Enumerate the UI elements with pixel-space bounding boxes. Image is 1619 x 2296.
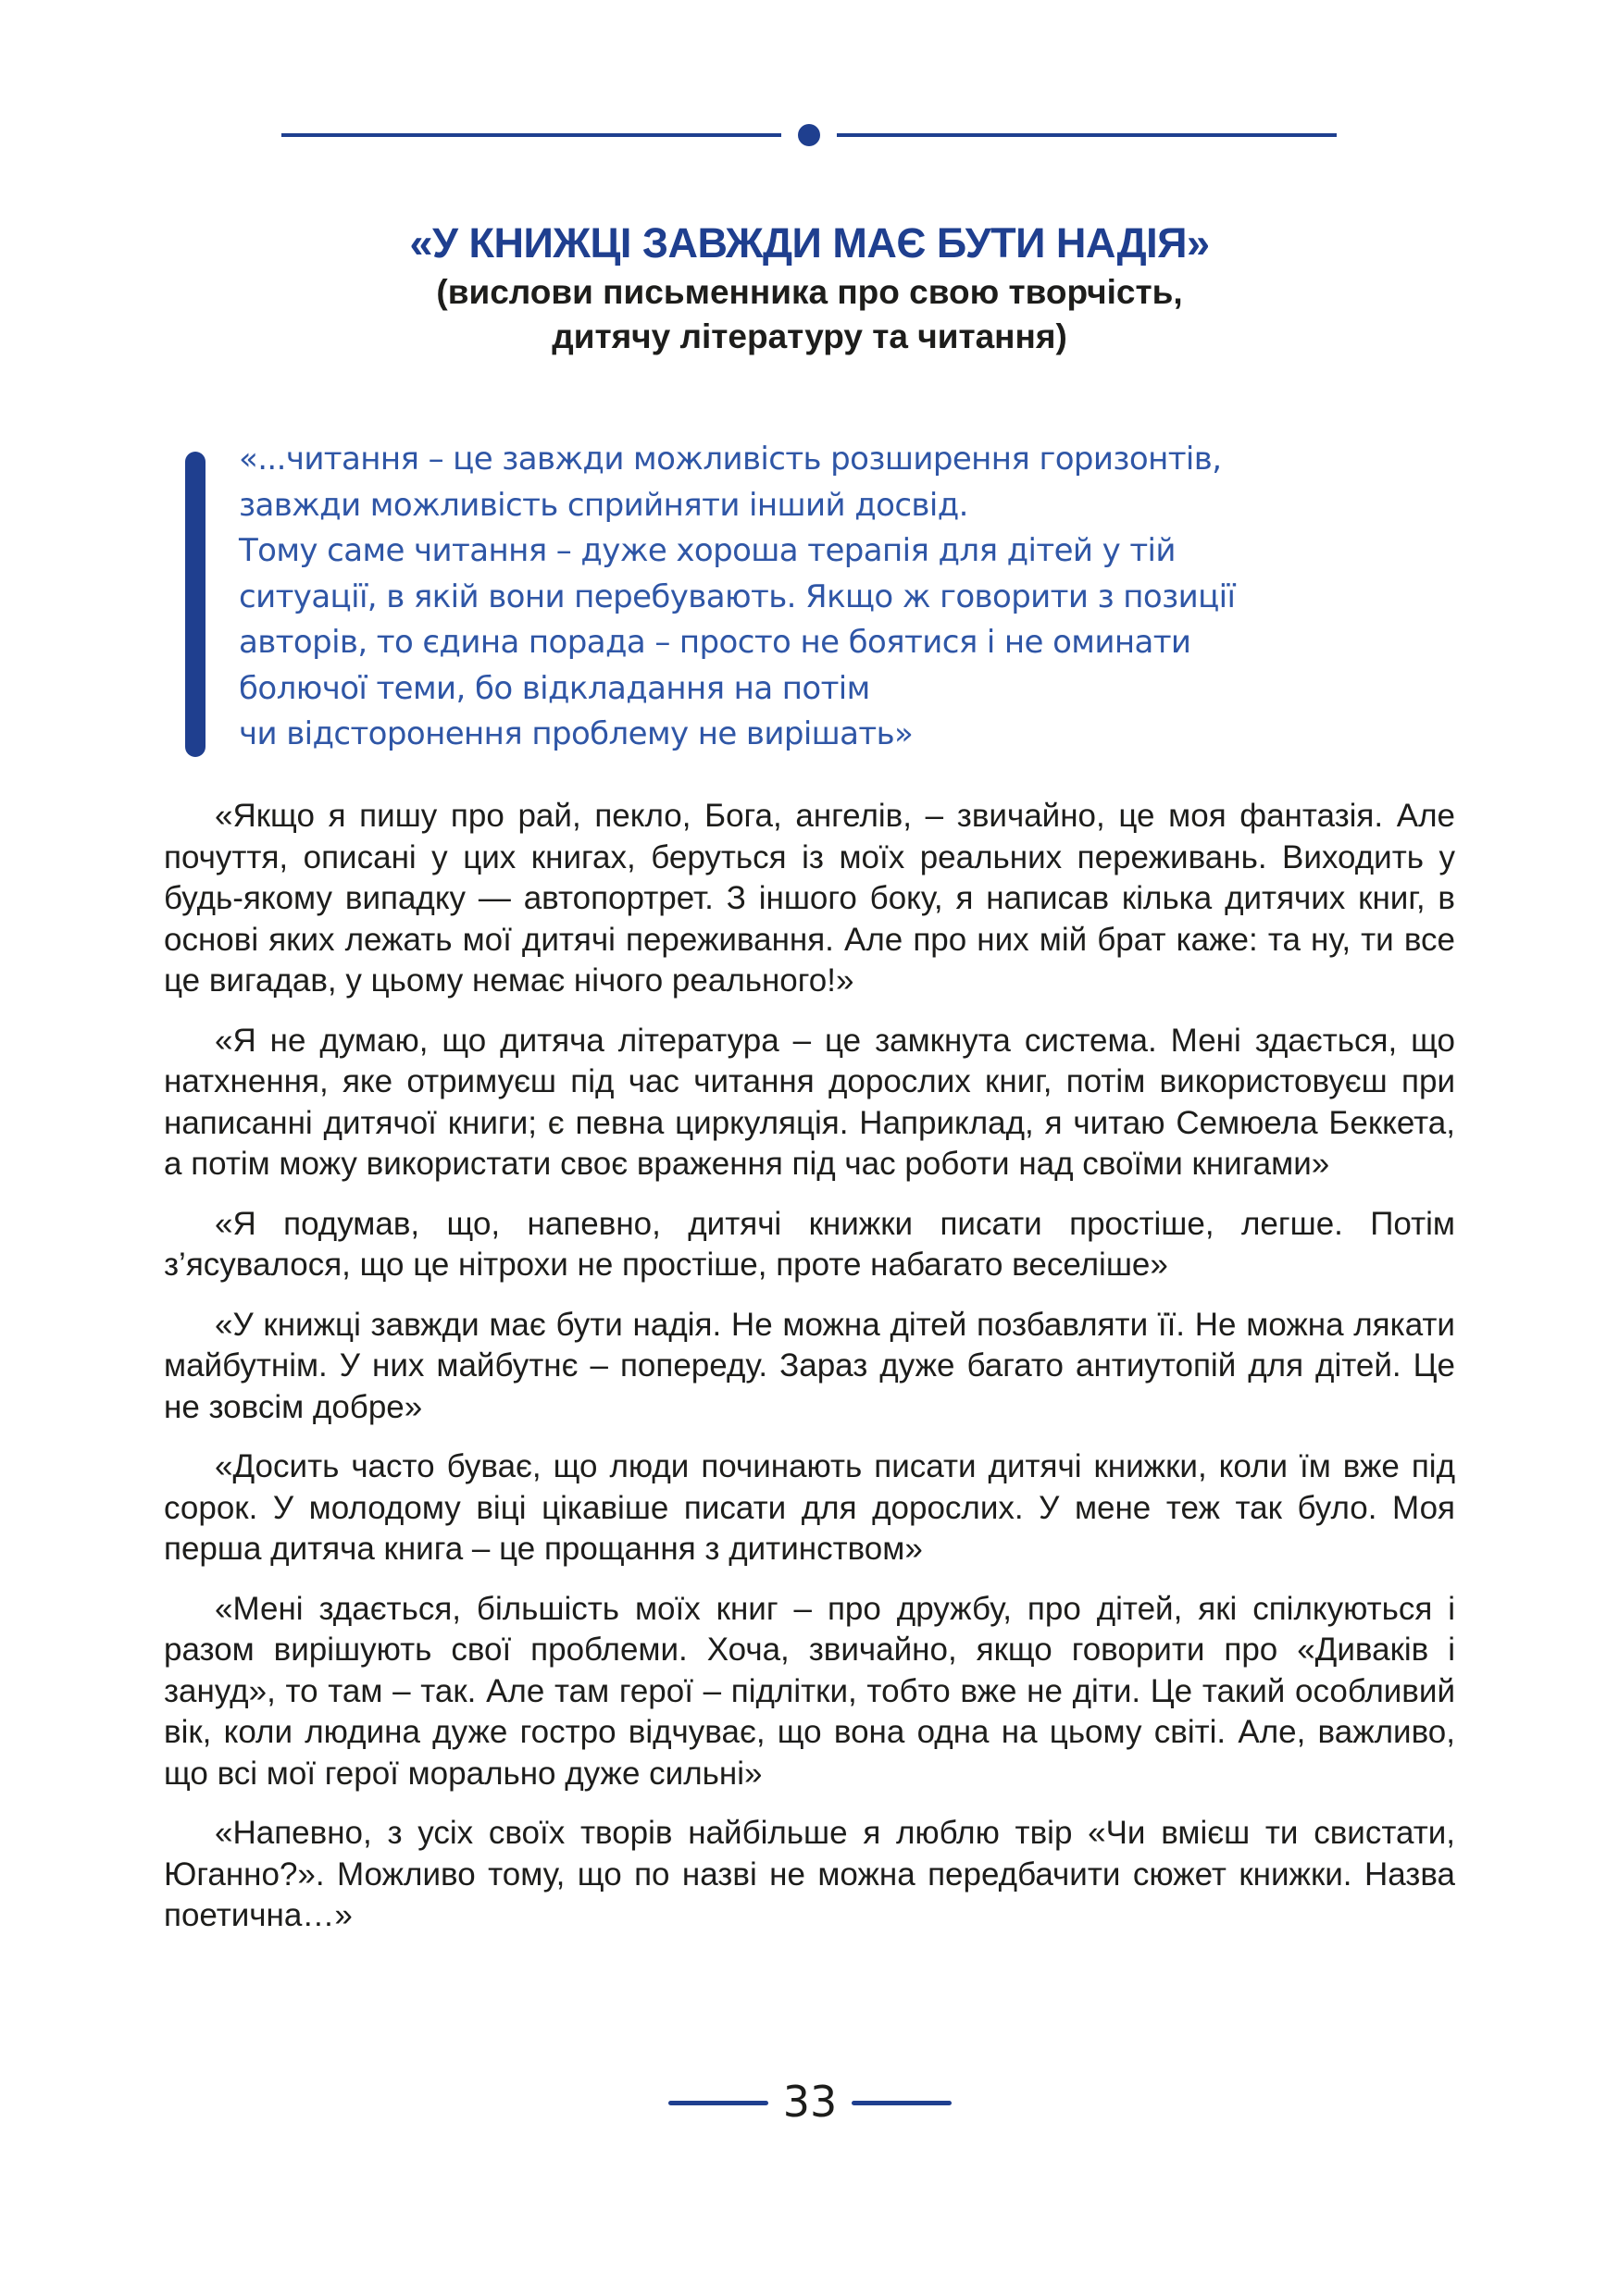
page-footer — [668, 2074, 952, 2129]
quote-paragraph: «У книжці завжди має бути надія. Не можна дітей позбавляти її. Не можна лякати майбутнім. У них майбутнє – попереду. Зараз дуже багато антиутопій для дітей. Це не зовсім добре» — [164, 1306, 1455, 1425]
quote-paragraph: «Напевно, з усіх своїх творів найбільше я люблю твір «Чи вмієш ти свистати, Юганно?». Можливо тому, що по назві не можна передбачити сюжет книжки. Назва поетична…» — [164, 1815, 1455, 1933]
quote-paragraph: «Я подумав, що, напевно, дитячі книжки писати простіше, легше. Потім з’ясувалося, що це нітрохи не простіше, проте набагато веселіше» — [164, 1205, 1455, 1283]
footer-left-line — [668, 2101, 768, 2105]
quote-paragraph: «Досить часто буває, що люди починають писати дитячі книжки, коли їм вже під сорок. У молодому віці цікавіше писати для дорослих. У мене теж так було. Моя перша дитяча книга – це прощання з дитинством» — [164, 1448, 1455, 1567]
top-rule-right-line — [837, 133, 1337, 137]
body-text — [164, 796, 1455, 1955]
epigraph-line: ситуації, в якій вони перебувають. Якщо ж говорити з позиції — [239, 577, 1236, 615]
footer-right-line — [852, 2101, 952, 2105]
epigraph-line: Тому саме читання – дуже хороша терапія для дітей у тій — [239, 532, 1176, 569]
top-rule-dot — [798, 124, 820, 146]
page-subtitle-line-2: дитячу літературу та читання) — [552, 317, 1067, 355]
epigraph — [239, 437, 1313, 758]
title-block — [185, 218, 1434, 359]
quote-paragraph: «Мені здається, більшість моїх книг – про дружбу, про дітей, які спілкуються і разом вирішують свої проблеми. Хоча, звичайно, якщо говорити про «Диваків і зануд», то там – так. Але там герої – підлітки, тобто вже не діти. Це такий особливий вік, коли людина дуже гостро відчуває, що вона одна на цьому світі. Але, важливо, що всі мої герої морально дуже сильні» — [164, 1590, 1455, 1792]
epigraph-line: чи відсторонення проблему не вирішать» — [239, 715, 914, 752]
top-rule-left-line — [281, 133, 781, 137]
quote-paragraph: «Якщо я пишу про рай, пекло, Бога, ангелів, – звичайно, це моя фантазія. Але почуття, описані у цих книгах, беруться із моїх реальних переживань. Виходить у будь-якому випадку — автопортрет. З іншого боку, я написав кілька дитячих книг, в основі яких лежать мої дитячі переживання. Але про них мій брат каже: та ну, ти все це вигадав, у цьому немає нічого реального!» — [164, 798, 1455, 999]
epigraph-line: авторів, то єдина порада – просто не боятися і не оминати — [239, 624, 1191, 661]
epigraph-line: «...читання – це завжди можливість розширення горизонтів, — [239, 441, 1222, 478]
epigraph-line: завжди можливість сприйняти інший досвід. — [239, 486, 968, 524]
top-decorative-rule — [281, 124, 1337, 146]
quote-paragraph: «Я не думаю, що дитяча література – це замкнута система. Мені здається, що натхнення, яке отримуєш під час читання дорослих книг, потім використовуєш при написанні дитячої книги; є певна циркуляція. Наприклад, я читаю Семюела Беккета, а потім можу використати своє враження під час роботи над своїми книгами» — [164, 1022, 1455, 1182]
page-subtitle-line-1: (вислови письменника про свою творчість, — [436, 273, 1183, 311]
epigraph-bar — [185, 452, 205, 757]
page-title: «У КНИЖЦІ ЗАВЖДИ МАЄ БУТИ НАДІЯ» — [409, 219, 1210, 267]
page-number: 33 — [782, 2077, 838, 2127]
epigraph-line: болючої теми, бо відкладання на потім — [239, 669, 870, 707]
